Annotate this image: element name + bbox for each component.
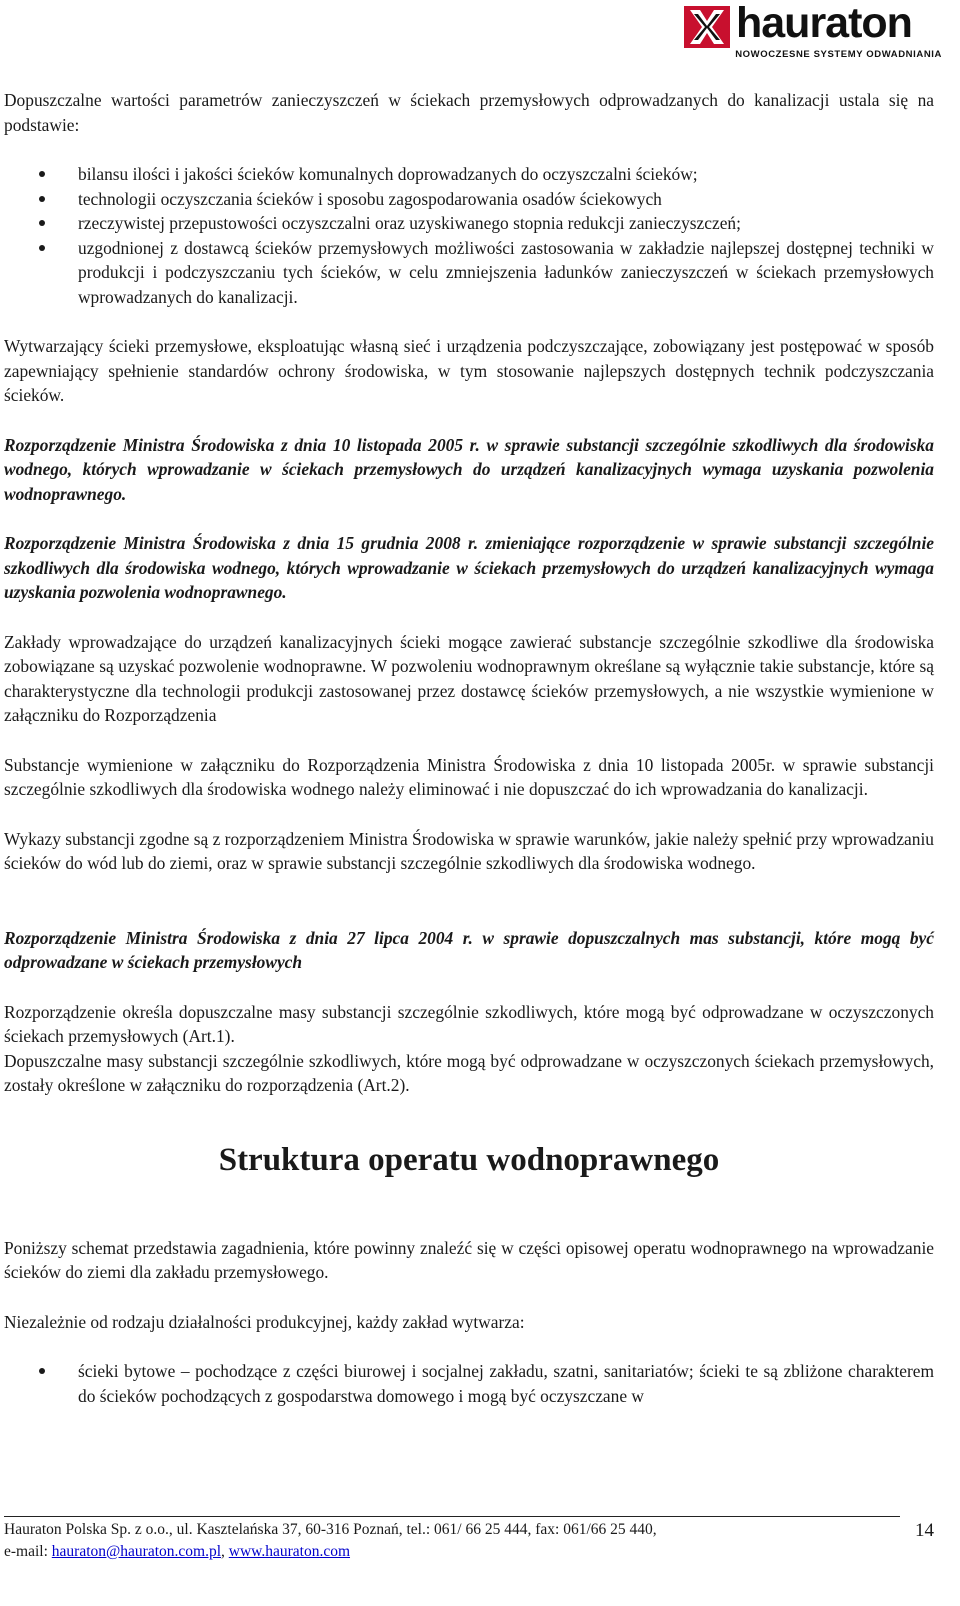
paragraph-permits: Zakłady wprowadzające do urządzeń kanalizacyjnych ścieki mogące zawierać substancje szczególnie szkodliwe dla środowiska zobowiązane są uzyskać pozwolenie wodnoprawne. W pozwoleniu wodnoprawnym określane są wyłącznie takie substancje, które są charakterystyczne dla technologii produkcji zastosowanej przez dostawcę ścieków przemysłowych, a nie wszystkie wymienione w załączniku do Rozporządzenia xyxy=(4,631,934,725)
paragraph-plant: Niezależnie od rodzaju działalności produkcyjnej, każdy zakład wytwarza: xyxy=(4,1311,525,1332)
website-link[interactable]: www.hauraton.com xyxy=(228,1543,351,1560)
paragraph-lists: Wykazy substancji zgodne są z rozporządzeniem Ministra Środowiska w sprawie warunków, jakie należy spełnić przy wprowadzaniu ścieków do wód lub do ziemi, oraz w sprawie substancji szczególnie szkodliwych dla środowiska wodnego. xyxy=(4,828,934,873)
list-item: bilansu ilości i jakości ścieków komunalnych doprowadzanych do oczyszczalni ścieków; xyxy=(4,162,934,187)
regulation-heading-2005: Rozporządzenie Ministra Środowiska z dnia 10 listopada 2005 r. w sprawie substancji szczególnie szkodliwych dla środowiska wodnego, których wprowadzanie w ściekach przemysłowych do urządzeń kanalizacyjnych wymaga uzyskania pozwolenia wodnoprawnego. xyxy=(4,434,934,504)
hauraton-logo xyxy=(684,0,942,60)
paragraph-art1: Rozporządzenie określa dopuszczalne masy substancji szczególnie szkodliwych, które mogą być odprowadzane w oczyszczonych ściekach przemysłowych (Art.1). xyxy=(4,1001,934,1046)
wastewater-list xyxy=(4,1359,934,1408)
paragraph-substances: Substancje wymienione w załączniku do Rozporządzenia Ministra Środowiska z dnia 10 listopada 2005r. w sprawie substancji szczególnie szkodliwych dla środowiska wodnego należy eliminować i nie dopuszczać do ich wprowadzania do kanalizacji. xyxy=(4,754,934,799)
regulation-heading-2004: Rozporządzenie Ministra Środowiska z dnia 27 lipca 2004 r. w sprawie dopuszczalnych mas substancji, które mogą być odprowadzane w ściekach przemysłowych xyxy=(4,927,934,972)
footer-links xyxy=(4,1541,884,1563)
logo-wordmark: hauraton xyxy=(736,0,912,47)
paragraph-obligations: Wytwarzający ścieki przemysłowe, eksploatując własną sieć i urządzenia podczyszczające, zobowiązany jest postępować w sposób zapewniający spełnienie standardów ochrony środowiska, w tym stosowanie najlepszych dostępnych technik podczyszczania ścieków. xyxy=(4,336,934,405)
list-item: rzeczywistej przepustowości oczyszczalni oraz uzyskiwanego stopnia redukcji zanieczyszczeń; xyxy=(4,211,934,236)
email-link[interactable]: hauraton@hauraton.com.pl xyxy=(51,1543,222,1560)
regulation-heading-2008: Rozporządzenie Ministra Środowiska z dnia 15 grudnia 2008 r. zmieniające rozporządzenie w sprawie substancji szczególnie szkodliwych dla środowiska wodnego, których wprowadzanie w ściekach przemysłowych do urządzeń kanalizacyjnych wymaga uzyskania pozwolenia wodnoprawnego. xyxy=(4,533,934,602)
list-item: uzgodnionej z dostawcą ścieków przemysłowych możliwości zastosowania w zakładzie najlepszej dostępnej techniki w produkcji i podczyszczaniu tych ścieków, w celu zmniejszenia ładunków zanieczyszczeń w ściekach przemysłowych wprowadzanych do kanalizacji. xyxy=(4,236,934,310)
list-item: technologii oczyszczania ścieków i sposobu zagospodarowania osadów ściekowych xyxy=(4,187,934,212)
criteria-list xyxy=(4,162,934,309)
footer-contact xyxy=(4,1519,884,1563)
paragraph-art2: Dopuszczalne masy substancji szczególnie szkodliwych, które mogą być odprowadzane w oczyszczonych ściekach przemysłowych, zostały określone w załączniku do rozporządzenia (Art.2). xyxy=(4,1050,934,1095)
email-label: e-mail: xyxy=(4,1543,52,1560)
paragraph-schema: Poniższy schemat przedstawia zagadnienia, które powinny znaleźć się w części opisowej operatu wodnoprawnego na wprowadzanie ścieków do ziemi dla zakładu przemysłowego. xyxy=(4,1237,934,1282)
list-item: ścieki bytowe – pochodzące z części biurowej i socjalnej zakładu, szatni, sanitariatów; ścieki te są zbliżone charakterem do ścieków pochodzących z gospodarstwa domowego i mogą być oczyszczane w xyxy=(4,1359,934,1408)
logo-tagline: NOWOCZESNE SYSTEMY ODWADNIANIA xyxy=(735,49,942,60)
footer-divider xyxy=(4,1516,900,1517)
page-number: 14 xyxy=(915,1520,934,1541)
document-body xyxy=(4,88,934,1408)
paragraph-intro: Dopuszczalne wartości parametrów zanieczyszczeń w ściekach przemysłowych odprowadzanych do kanalizacji ustala się na podstawie: xyxy=(4,90,934,135)
link-separator: , xyxy=(221,1543,229,1560)
footer-address: Hauraton Polska Sp. z o.o., ul. Kasztelańska 37, 60-316 Poznań, tel.: 061/ 66 25 444, fax: 061/66 25 440, xyxy=(4,1521,657,1538)
hauraton-logo-mark-icon xyxy=(684,6,730,48)
section-title: Struktura operatu wodnoprawnego xyxy=(218,1141,720,1178)
